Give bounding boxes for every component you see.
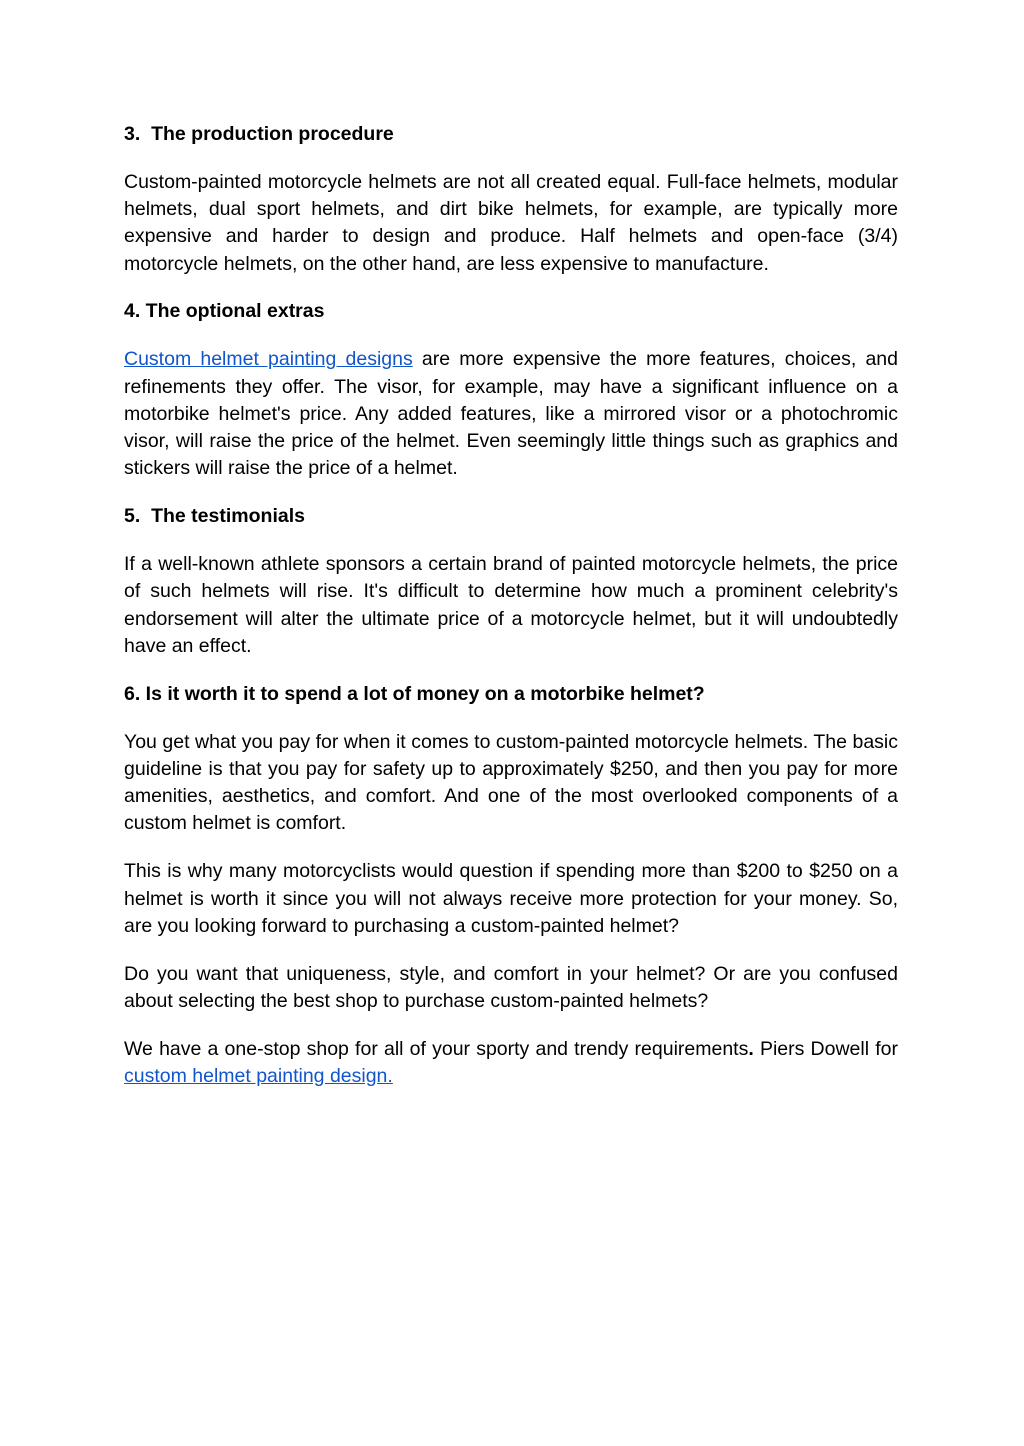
closing-text-before: We have a one-stop shop for all of your sporty and trendy requirements xyxy=(124,1037,749,1060)
closing-bold-period: . xyxy=(748,1037,754,1060)
section-heading-worth-it: 6. Is it worth it to spend a lot of money on a motorbike helmet? xyxy=(124,682,705,705)
closing-text-middle: Piers Dowell for xyxy=(753,1037,898,1060)
paragraph-optional-extras xyxy=(124,346,898,482)
paragraph-production: Custom-painted motorcycle helmets are not all created equal. Full-face helmets, modular helmets, dual sport helmets, and dirt bike helmets, for example, are typically more expensive and harder to design and produce. Half helmets and open-face (3/4) motorcycle helmets, on the other hand, are less expensive to manufacture. xyxy=(124,170,898,275)
paragraph-optional-extras-text: are more expensive the more features, choices, and refinements they offer. The visor, for example, may have a significant influence on a motorbike helmet's price. Any added features, like a mirrored visor or a photochromic visor, will raise the price of the helmet. Even seemingly little things such as graphics and stickers will raise the price of a helmet. xyxy=(124,348,898,480)
section-heading-testimonials: 5. The testimonials xyxy=(124,505,305,528)
document-body xyxy=(124,121,898,1111)
paragraph-worth-it-2: This is why many motorcyclists would question if spending more than $200 to $250 on a helmet is worth it since you will not always receive more protection for your money. So, are you looking forward to purchasing a custom-painted helmet? xyxy=(124,860,898,937)
section-heading-optional-extras: 4. The optional extras xyxy=(124,300,325,323)
custom-helmet-painting-design-link[interactable]: custom helmet painting design. xyxy=(124,1065,393,1088)
paragraph-worth-it-3: Do you want that uniqueness, style, and comfort in your helmet? Or are you confused about selecting the best shop to purchase custom-painted helmets? xyxy=(124,962,898,1012)
paragraph-closing xyxy=(124,1036,898,1091)
custom-helmet-painting-designs-link[interactable]: Custom helmet painting designs xyxy=(124,348,413,371)
section-heading-production: 3. The production procedure xyxy=(124,123,394,145)
paragraph-worth-it-1: You get what you pay for when it comes to custom-painted motorcycle helmets. The basic guideline is that you pay for safety up to approximately $250, and then you pay for more amenities, aesthetics, and comfort. And one of the most overlooked components of a custom helmet is comfort. xyxy=(124,730,898,835)
paragraph-testimonials: If a well-known athlete sponsors a certain brand of painted motorcycle helmets, the price of such helmets will rise. It's difficult to determine how much a prominent celebrity's endorsement will alter the ultimate price of a motorcycle helmet, but it will undoubtedly have an effect. xyxy=(124,553,898,657)
